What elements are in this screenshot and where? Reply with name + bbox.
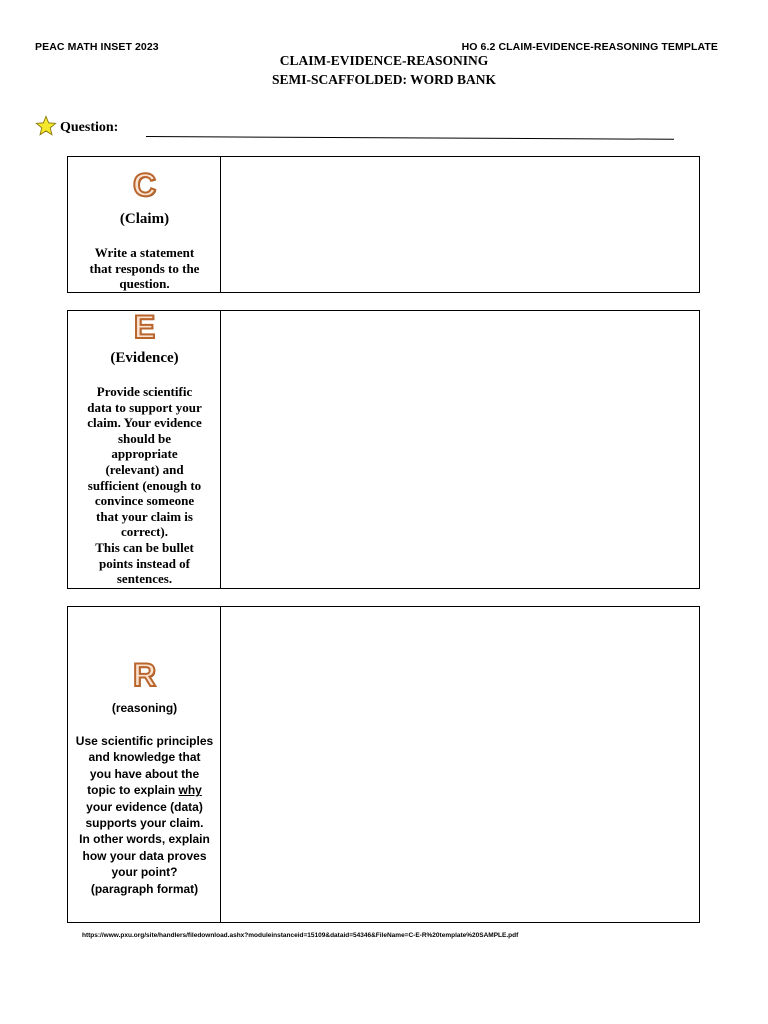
evidence-instructions: Provide scientific data to support your claim. Your evidence should be appropriate (relevant) and sufficient (enough to convince someone that your claim is correct). This can be bullet points instead of sentences. <box>87 384 202 587</box>
claim-box <box>67 156 700 293</box>
evidence-label: (Evidence) <box>110 350 179 366</box>
claim-response-area[interactable] <box>221 157 699 292</box>
reasoning-box <box>67 606 700 923</box>
reasoning-response-area[interactable] <box>221 607 699 922</box>
question-label: Question: <box>60 120 119 135</box>
header-right: HO 6.2 CLAIM-EVIDENCE-REASONING TEMPLATE <box>461 41 718 53</box>
evidence-prompt-cell <box>68 311 221 588</box>
evidence-box <box>67 310 700 589</box>
claim-instructions: Write a statement that responds to the question. <box>89 245 200 292</box>
emphasis-why: why <box>178 783 202 798</box>
evidence-response-area[interactable] <box>221 311 699 588</box>
page-subtitle: SEMI-SCAFFOLDED: WORD BANK <box>271 72 496 87</box>
claim-label: (Claim) <box>119 211 170 227</box>
header-left: PEAC MATH INSET 2023 <box>35 41 159 53</box>
reasoning-letter-icon: R <box>132 657 157 693</box>
reasoning-label: (reasoning) <box>111 701 178 715</box>
evidence-letter-icon: E <box>133 309 156 345</box>
reasoning-instructions: Use scientific principles and knowledge that you have about the topic to explain why your evidence (data) supports your claim. In other words, explain how your data proves your point? (paragraph format) <box>75 734 214 896</box>
claim-prompt-cell <box>68 157 221 292</box>
claim-letter-icon: C <box>132 167 157 203</box>
star-icon <box>35 115 57 137</box>
reasoning-prompt-cell <box>68 607 221 922</box>
question-answer-line[interactable] <box>146 136 674 140</box>
source-url: https://www.pxu.org/site/handlers/filedownload.ashx?moduleinstanceid=15109&dataid=54346&FileName=C-E-R%20template%20SAMPLE.pdf <box>82 932 519 939</box>
page-title: CLAIM-EVIDENCE-REASONING <box>279 53 489 68</box>
